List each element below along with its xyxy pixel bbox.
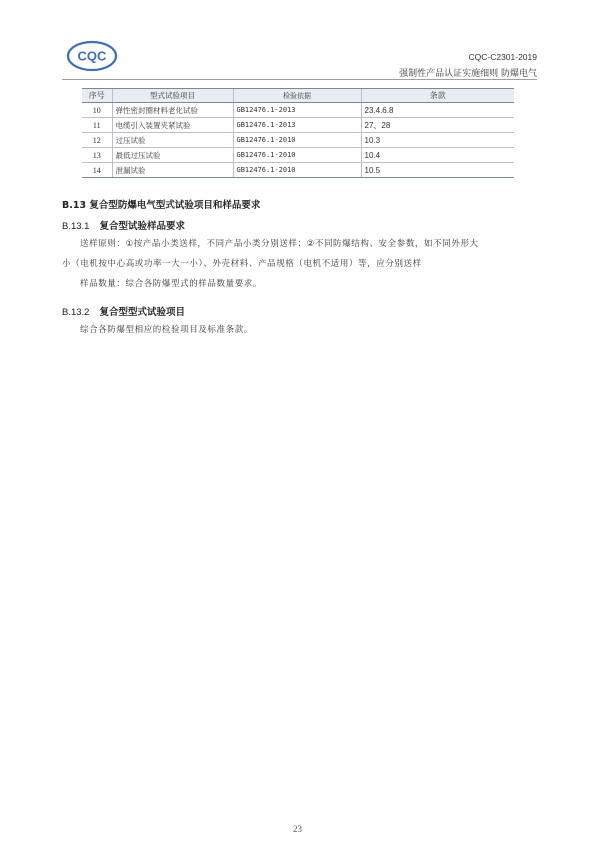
cqc-logo	[66, 40, 118, 72]
cell-clause: 23.4.6.8	[361, 103, 514, 118]
test-items-paragraph	[62, 320, 542, 340]
cell-clause: 10.5	[361, 163, 514, 178]
table-row	[82, 133, 514, 148]
cell-basis: GB12476.1-2010	[233, 163, 361, 178]
subsection-number: B.13.2	[62, 307, 90, 318]
subsection-heading-b13-1	[62, 218, 185, 232]
cell-clause: 27、28	[361, 118, 514, 133]
sample-requirements-paragraph	[62, 234, 542, 294]
table-row	[82, 148, 514, 163]
test-items-table	[82, 88, 514, 178]
cell-basis: GB12476.1-2010	[233, 133, 361, 148]
cell-clause: 10.4	[361, 148, 514, 163]
table-row	[82, 103, 514, 118]
cell-test-item: 电缆引入装置夹紧试验	[112, 118, 233, 133]
cell-clause: 10.3	[361, 133, 514, 148]
document-title: 强制性产品认证实施细则 防爆电气	[399, 69, 537, 79]
subsection-heading-b13-2	[62, 304, 185, 318]
cell-number: 13	[82, 148, 112, 163]
page-number: 23	[293, 824, 302, 834]
subsection-title: 复合型试验样品要求	[99, 221, 185, 232]
table-row	[82, 163, 514, 178]
subsection-title: 复合型型式试验项目	[99, 307, 185, 318]
cell-number: 10	[82, 103, 112, 118]
table-header-row	[82, 89, 514, 103]
svg-text:CQC: CQC	[77, 48, 107, 64]
cell-test-item: 泄漏试验	[112, 163, 233, 178]
col-header-number: 序号	[82, 89, 112, 103]
cell-test-item: 弹性密封圈材料老化试验	[112, 103, 233, 118]
cell-number: 12	[82, 133, 112, 148]
cell-basis: GB12476.1-2013	[233, 103, 361, 118]
paragraph-line: 送样原则：①按产品小类送样，不同产品小类分别送样；②不同防爆结构、安全参数，如不同外形大	[80, 239, 479, 249]
paragraph-line: 小（电机按中心高或功率一大一小）、外壳材料、产品规格（电机不适用）等，应分别送样	[62, 259, 422, 269]
document-code: CQC-C2301-2019	[468, 52, 537, 62]
cell-test-item: 最低过压试验	[112, 148, 233, 163]
subsection-number: B.13.1	[62, 221, 90, 232]
cell-basis: GB12476.1-2013	[233, 118, 361, 133]
paragraph-line: 综合各防爆型相应的检验项目及标准条款。	[80, 325, 253, 335]
col-header-test-item: 型式试验项目	[112, 89, 233, 103]
section-heading: B.13 复合型防爆电气型式试验项目和样品要求	[62, 200, 261, 211]
paragraph-line: 样品数量：综合各防爆型式的样品数量要求。	[80, 279, 263, 289]
col-header-basis: 检验依据	[233, 89, 361, 103]
col-header-clause: 条款	[361, 89, 514, 103]
header-divider	[62, 79, 537, 80]
cell-test-item: 过压试验	[112, 133, 233, 148]
cell-number: 14	[82, 163, 112, 178]
cell-basis: GB12476.1-2010	[233, 148, 361, 163]
table-row	[82, 118, 514, 133]
cell-number: 11	[82, 118, 112, 133]
